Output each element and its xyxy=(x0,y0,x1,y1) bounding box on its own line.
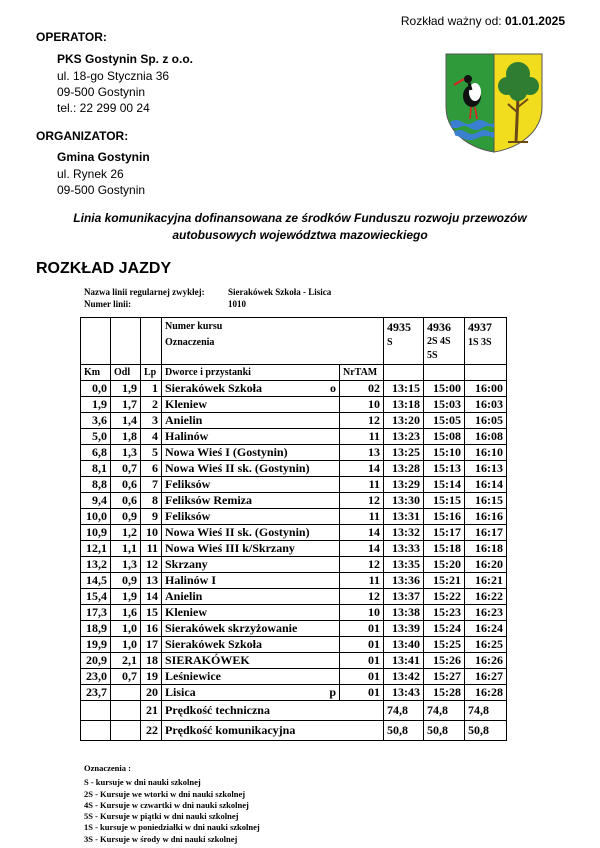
operator-street: ul. 18-go Stycznia 36 xyxy=(57,69,170,83)
table-row xyxy=(81,381,507,397)
course-4936-header: 4936 2S 4S 5S xyxy=(424,318,465,365)
lp-cell: 14 xyxy=(141,589,162,605)
lp-cell: 1 xyxy=(141,381,162,397)
table-row xyxy=(81,589,507,605)
time-cell: 15:08 xyxy=(424,429,465,445)
stop-name: Lisica xyxy=(165,685,196,699)
lp-cell: 20 xyxy=(141,685,162,701)
nrtam-cell: 14 xyxy=(340,461,384,477)
speed-value: 74,8 xyxy=(465,701,507,721)
stop-name: Nowa Wieś II sk. (Gostynin) xyxy=(165,461,310,475)
stop-flag: p xyxy=(329,685,336,699)
legend xyxy=(84,763,260,845)
markings-label: Oznaczenia xyxy=(165,337,215,348)
km-cell: 18,9 xyxy=(81,621,111,637)
odl-cell: 1,9 xyxy=(111,589,141,605)
stop-cell xyxy=(162,637,340,653)
stop-cell xyxy=(162,477,340,493)
table-row xyxy=(81,685,507,701)
km-cell: 12,1 xyxy=(81,541,111,557)
lp-cell: 5 xyxy=(141,445,162,461)
time-cell: 13:32 xyxy=(384,525,424,541)
time-cell: 16:05 xyxy=(465,413,507,429)
lp-cell: 21 xyxy=(141,701,162,721)
time-cell: 16:17 xyxy=(465,525,507,541)
time-cell: 15:28 xyxy=(424,685,465,701)
time-cell: 15:18 xyxy=(424,541,465,557)
speed-row xyxy=(81,721,507,741)
nrtam-cell: 11 xyxy=(340,509,384,525)
nrtam-cell: 10 xyxy=(340,605,384,621)
stop-name: Leśniewice xyxy=(165,669,221,683)
time-cell: 13:20 xyxy=(384,413,424,429)
stop-name: Nowa Wieś II sk. (Gostynin) xyxy=(165,525,310,539)
odl-cell: 2,1 xyxy=(111,653,141,669)
legend-item: 2S - Kursuje we wtorki w dni nauki szkolnej xyxy=(84,788,246,799)
stop-cell xyxy=(162,589,340,605)
time-cell: 16:08 xyxy=(465,429,507,445)
table-row xyxy=(81,493,507,509)
line-name-value: Sierakówek Szkoła - Lisica xyxy=(228,287,332,297)
stop-cell xyxy=(162,381,340,397)
stop-cell xyxy=(162,541,340,557)
stop-cell xyxy=(162,461,340,477)
time-cell: 13:18 xyxy=(384,397,424,413)
stop-name: Sierakówek skrzyżowanie xyxy=(165,621,298,635)
time-cell: 15:22 xyxy=(424,589,465,605)
nrtam-cell: 01 xyxy=(340,653,384,669)
legend-item: 5S - Kursuje w piątki w dni nauki szkolnej xyxy=(84,811,239,822)
lp-cell: 4 xyxy=(141,429,162,445)
validity-date xyxy=(401,14,565,28)
nrtam-cell: 11 xyxy=(340,573,384,589)
time-cell: 13:43 xyxy=(384,685,424,701)
time-cell: 16:28 xyxy=(465,685,507,701)
stop-cell xyxy=(162,685,340,701)
km-cell: 9,4 xyxy=(81,493,111,509)
lp-cell: 6 xyxy=(141,461,162,477)
timetable xyxy=(80,317,507,741)
table-row xyxy=(81,461,507,477)
time-cell: 16:25 xyxy=(465,637,507,653)
table-row xyxy=(81,621,507,637)
odl-cell: 0,6 xyxy=(111,493,141,509)
stop-cell xyxy=(162,621,340,637)
time-cell: 15:16 xyxy=(424,509,465,525)
km-cell: 1,9 xyxy=(81,397,111,413)
odl-cell: 1,3 xyxy=(111,445,141,461)
column-header-row xyxy=(81,365,507,381)
lp-cell: 18 xyxy=(141,653,162,669)
odl-cell: 1,0 xyxy=(111,621,141,637)
km-cell: 19,9 xyxy=(81,637,111,653)
time-cell: 16:24 xyxy=(465,621,507,637)
nrtam-cell: 11 xyxy=(340,477,384,493)
lp-cell: 9 xyxy=(141,509,162,525)
stop-name: Nowa Wieś I (Gostynin) xyxy=(165,445,288,459)
nrtam-cell: 14 xyxy=(340,525,384,541)
nrtam-cell: 01 xyxy=(340,669,384,685)
nrtam-cell: 01 xyxy=(340,685,384,701)
legend-item: S - kursuje w dni nauki szkolnej xyxy=(84,777,201,788)
table-row xyxy=(81,541,507,557)
stop-name: Nowa Wieś III k/Skrzany xyxy=(165,541,295,555)
course-number-label: Numer kursu xyxy=(165,321,223,332)
lp-cell: 22 xyxy=(141,721,162,741)
time-cell: 15:14 xyxy=(424,477,465,493)
time-cell: 15:20 xyxy=(424,557,465,573)
time-cell: 16:22 xyxy=(465,589,507,605)
time-cell: 13:38 xyxy=(384,605,424,621)
stop-name: Kleniew xyxy=(165,605,207,619)
table-row xyxy=(81,525,507,541)
time-cell: 15:27 xyxy=(424,669,465,685)
nrtam-cell: 14 xyxy=(340,541,384,557)
stop-cell xyxy=(162,669,340,685)
lp-cell: 2 xyxy=(141,397,162,413)
time-cell: 13:25 xyxy=(384,445,424,461)
time-cell: 15:26 xyxy=(424,653,465,669)
time-cell: 16:27 xyxy=(465,669,507,685)
lp-cell: 13 xyxy=(141,573,162,589)
nrtam-cell: 01 xyxy=(340,637,384,653)
time-cell: 15:00 xyxy=(424,381,465,397)
col-lp: Lp xyxy=(141,365,162,381)
speed-value: 50,8 xyxy=(384,721,424,741)
lp-cell: 3 xyxy=(141,413,162,429)
line-name-label: Nazwa linii regularnej zwykłej: xyxy=(84,287,205,297)
km-cell: 23,7 xyxy=(81,685,111,701)
operator-city: 09-500 Gostynin xyxy=(57,85,146,99)
km-cell: 23,0 xyxy=(81,669,111,685)
odl-cell: 1,1 xyxy=(111,541,141,557)
odl-cell: 1,7 xyxy=(111,397,141,413)
odl-cell: 0,9 xyxy=(111,509,141,525)
odl-cell: 1,9 xyxy=(111,381,141,397)
stop-cell xyxy=(162,525,340,541)
speed-value: 74,8 xyxy=(384,701,424,721)
validity-value: 01.01.2025 xyxy=(504,14,565,28)
time-cell: 13:39 xyxy=(384,621,424,637)
stop-name: Anielin xyxy=(165,589,203,603)
stop-cell xyxy=(162,557,340,573)
time-cell: 16:26 xyxy=(465,653,507,669)
stop-cell xyxy=(162,429,340,445)
km-cell: 14,5 xyxy=(81,573,111,589)
time-cell: 15:24 xyxy=(424,621,465,637)
odl-cell: 0,9 xyxy=(111,573,141,589)
odl-cell: 0,7 xyxy=(111,461,141,477)
km-cell: 13,2 xyxy=(81,557,111,573)
table-row xyxy=(81,557,507,573)
col-km: Km xyxy=(81,365,111,381)
odl-cell: 0,6 xyxy=(111,477,141,493)
table-head-row xyxy=(81,318,507,365)
stop-name: Sierakówek Szkoła xyxy=(165,637,263,651)
speed-value: 50,8 xyxy=(465,721,507,741)
stop-name: SIERAKÓWEK xyxy=(165,653,250,667)
time-cell: 15:10 xyxy=(424,445,465,461)
lp-cell: 16 xyxy=(141,621,162,637)
stop-cell xyxy=(162,413,340,429)
col-nrtam: NrTAM xyxy=(340,365,384,381)
operator-name: PKS Gostynin Sp. z o.o. xyxy=(57,52,194,66)
operator-heading: OPERATOR: xyxy=(36,30,107,44)
time-cell: 13:15 xyxy=(384,381,424,397)
time-cell: 15:25 xyxy=(424,637,465,653)
subsidy-note xyxy=(40,210,560,244)
lp-cell: 19 xyxy=(141,669,162,685)
time-cell: 15:23 xyxy=(424,605,465,621)
speed-label: Prędkość techniczna xyxy=(162,701,384,721)
organizer-street: ul. Rynek 26 xyxy=(57,167,124,181)
time-cell: 16:20 xyxy=(465,557,507,573)
nrtam-cell: 13 xyxy=(340,445,384,461)
time-cell: 13:40 xyxy=(384,637,424,653)
table-row xyxy=(81,637,507,653)
speed-value: 50,8 xyxy=(424,721,465,741)
nrtam-cell: 12 xyxy=(340,589,384,605)
table-row xyxy=(81,413,507,429)
stop-cell xyxy=(162,605,340,621)
stop-name: Feliksów xyxy=(165,477,211,491)
legend-item: 4S - Kursuje w czwartki w dni nauki szkolnej xyxy=(84,799,249,810)
stop-name: Skrzany xyxy=(165,557,208,571)
time-cell: 13:41 xyxy=(384,653,424,669)
odl-cell: 0,7 xyxy=(111,669,141,685)
time-cell: 16:03 xyxy=(465,397,507,413)
legend-item: 1S - kursuje w poniedziałki w dni nauki szkolnej xyxy=(84,822,260,833)
table-row xyxy=(81,509,507,525)
km-cell: 10,0 xyxy=(81,509,111,525)
km-cell: 6,8 xyxy=(81,445,111,461)
odl-cell: 1,8 xyxy=(111,429,141,445)
coat-of-arms-logo xyxy=(444,52,544,156)
km-cell: 5,0 xyxy=(81,429,111,445)
time-cell: 13:30 xyxy=(384,493,424,509)
course-4935-header: 4935 S xyxy=(384,318,424,365)
legend-heading: Oznaczenia : xyxy=(84,763,131,773)
stop-cell xyxy=(162,493,340,509)
km-cell: 3,6 xyxy=(81,413,111,429)
time-cell: 15:21 xyxy=(424,573,465,589)
lp-cell: 17 xyxy=(141,637,162,653)
subsidy-line-2: autobusowych województwa mazowieckiego xyxy=(172,228,428,242)
time-cell: 13:28 xyxy=(384,461,424,477)
stop-name: Sierakówek Szkoła xyxy=(165,381,263,395)
col-stops: Dworce i przystanki xyxy=(162,365,340,381)
km-cell: 10,9 xyxy=(81,525,111,541)
time-cell: 13:35 xyxy=(384,557,424,573)
line-number-value: 1010 xyxy=(228,299,246,309)
time-cell: 16:14 xyxy=(465,477,507,493)
nrtam-cell: 12 xyxy=(340,413,384,429)
odl-cell: 1,2 xyxy=(111,525,141,541)
time-cell: 16:16 xyxy=(465,509,507,525)
nrtam-cell: 12 xyxy=(340,493,384,509)
col-odl: Odl xyxy=(111,365,141,381)
odl-cell: 1,4 xyxy=(111,413,141,429)
table-row xyxy=(81,445,507,461)
validity-label: Rozkład ważny od: xyxy=(400,14,502,28)
time-cell: 13:23 xyxy=(384,429,424,445)
stop-flag: o xyxy=(330,381,336,395)
page-title: ROZKŁAD JAZDY xyxy=(36,260,172,277)
stop-name: Halinów I xyxy=(165,573,217,587)
stop-name: Anielin xyxy=(165,413,203,427)
time-cell: 16:15 xyxy=(465,493,507,509)
table-row xyxy=(81,669,507,685)
time-cell: 15:03 xyxy=(424,397,465,413)
stop-cell xyxy=(162,445,340,461)
stop-name: Halinów xyxy=(165,429,209,443)
time-cell: 16:10 xyxy=(465,445,507,461)
nrtam-cell: 10 xyxy=(340,397,384,413)
odl-cell: 1,3 xyxy=(111,557,141,573)
subsidy-line-1: Linia komunikacyjna dofinansowana ze środków Funduszu rozwoju przewozów xyxy=(73,211,527,225)
time-cell: 13:36 xyxy=(384,573,424,589)
stop-cell xyxy=(162,397,340,413)
table-row xyxy=(81,477,507,493)
time-cell: 13:37 xyxy=(384,589,424,605)
stop-name: Feliksów xyxy=(165,509,211,523)
time-cell: 16:21 xyxy=(465,573,507,589)
odl-cell: 1,6 xyxy=(111,605,141,621)
table-row xyxy=(81,429,507,445)
legend-item: 3S - Kursuje w środy w dni nauki szkolnej xyxy=(84,833,238,844)
operator-phone: tel.: 22 299 00 24 xyxy=(57,101,150,115)
time-cell: 13:33 xyxy=(384,541,424,557)
time-cell: 16:00 xyxy=(465,381,507,397)
lp-cell: 15 xyxy=(141,605,162,621)
km-cell: 8,1 xyxy=(81,461,111,477)
time-cell: 15:05 xyxy=(424,413,465,429)
table-row xyxy=(81,397,507,413)
lp-cell: 11 xyxy=(141,541,162,557)
table-row xyxy=(81,653,507,669)
stop-name: Feliksów Remiza xyxy=(165,493,252,507)
lp-cell: 10 xyxy=(141,525,162,541)
organizer-city: 09-500 Gostynin xyxy=(57,183,146,197)
odl-cell xyxy=(111,685,141,701)
stop-name: Kleniew xyxy=(165,397,207,411)
table-row xyxy=(81,573,507,589)
km-cell: 15,4 xyxy=(81,589,111,605)
time-cell: 13:31 xyxy=(384,509,424,525)
speed-rows xyxy=(81,701,507,741)
lp-cell: 8 xyxy=(141,493,162,509)
odl-cell: 1,0 xyxy=(111,637,141,653)
nrtam-cell: 02 xyxy=(340,381,384,397)
km-cell: 20,9 xyxy=(81,653,111,669)
nrtam-cell: 01 xyxy=(340,621,384,637)
lp-cell: 12 xyxy=(141,557,162,573)
km-cell: 17,3 xyxy=(81,605,111,621)
time-cell: 16:23 xyxy=(465,605,507,621)
nrtam-cell: 12 xyxy=(340,557,384,573)
speed-value: 74,8 xyxy=(424,701,465,721)
stop-cell xyxy=(162,573,340,589)
time-cell: 15:17 xyxy=(424,525,465,541)
line-number-label: Numer linii: xyxy=(84,299,132,309)
km-cell: 8,8 xyxy=(81,477,111,493)
organizer-name: Gmina Gostynin xyxy=(57,150,150,164)
stop-cell xyxy=(162,653,340,669)
time-cell: 16:18 xyxy=(465,541,507,557)
course-4937-header: 4937 1S 3S xyxy=(465,318,507,365)
time-cell: 13:29 xyxy=(384,477,424,493)
time-cell: 13:42 xyxy=(384,669,424,685)
time-cell: 15:15 xyxy=(424,493,465,509)
km-cell: 0,0 xyxy=(81,381,111,397)
speed-label: Prędkość komunikacyjna xyxy=(162,721,384,741)
time-cell: 16:13 xyxy=(465,461,507,477)
stop-rows xyxy=(81,381,507,701)
nrtam-cell: 11 xyxy=(340,429,384,445)
speed-row xyxy=(81,701,507,721)
organizer-heading: ORGANIZATOR: xyxy=(36,129,129,143)
time-cell: 15:13 xyxy=(424,461,465,477)
lp-cell: 7 xyxy=(141,477,162,493)
table-row xyxy=(81,605,507,621)
stop-cell xyxy=(162,509,340,525)
